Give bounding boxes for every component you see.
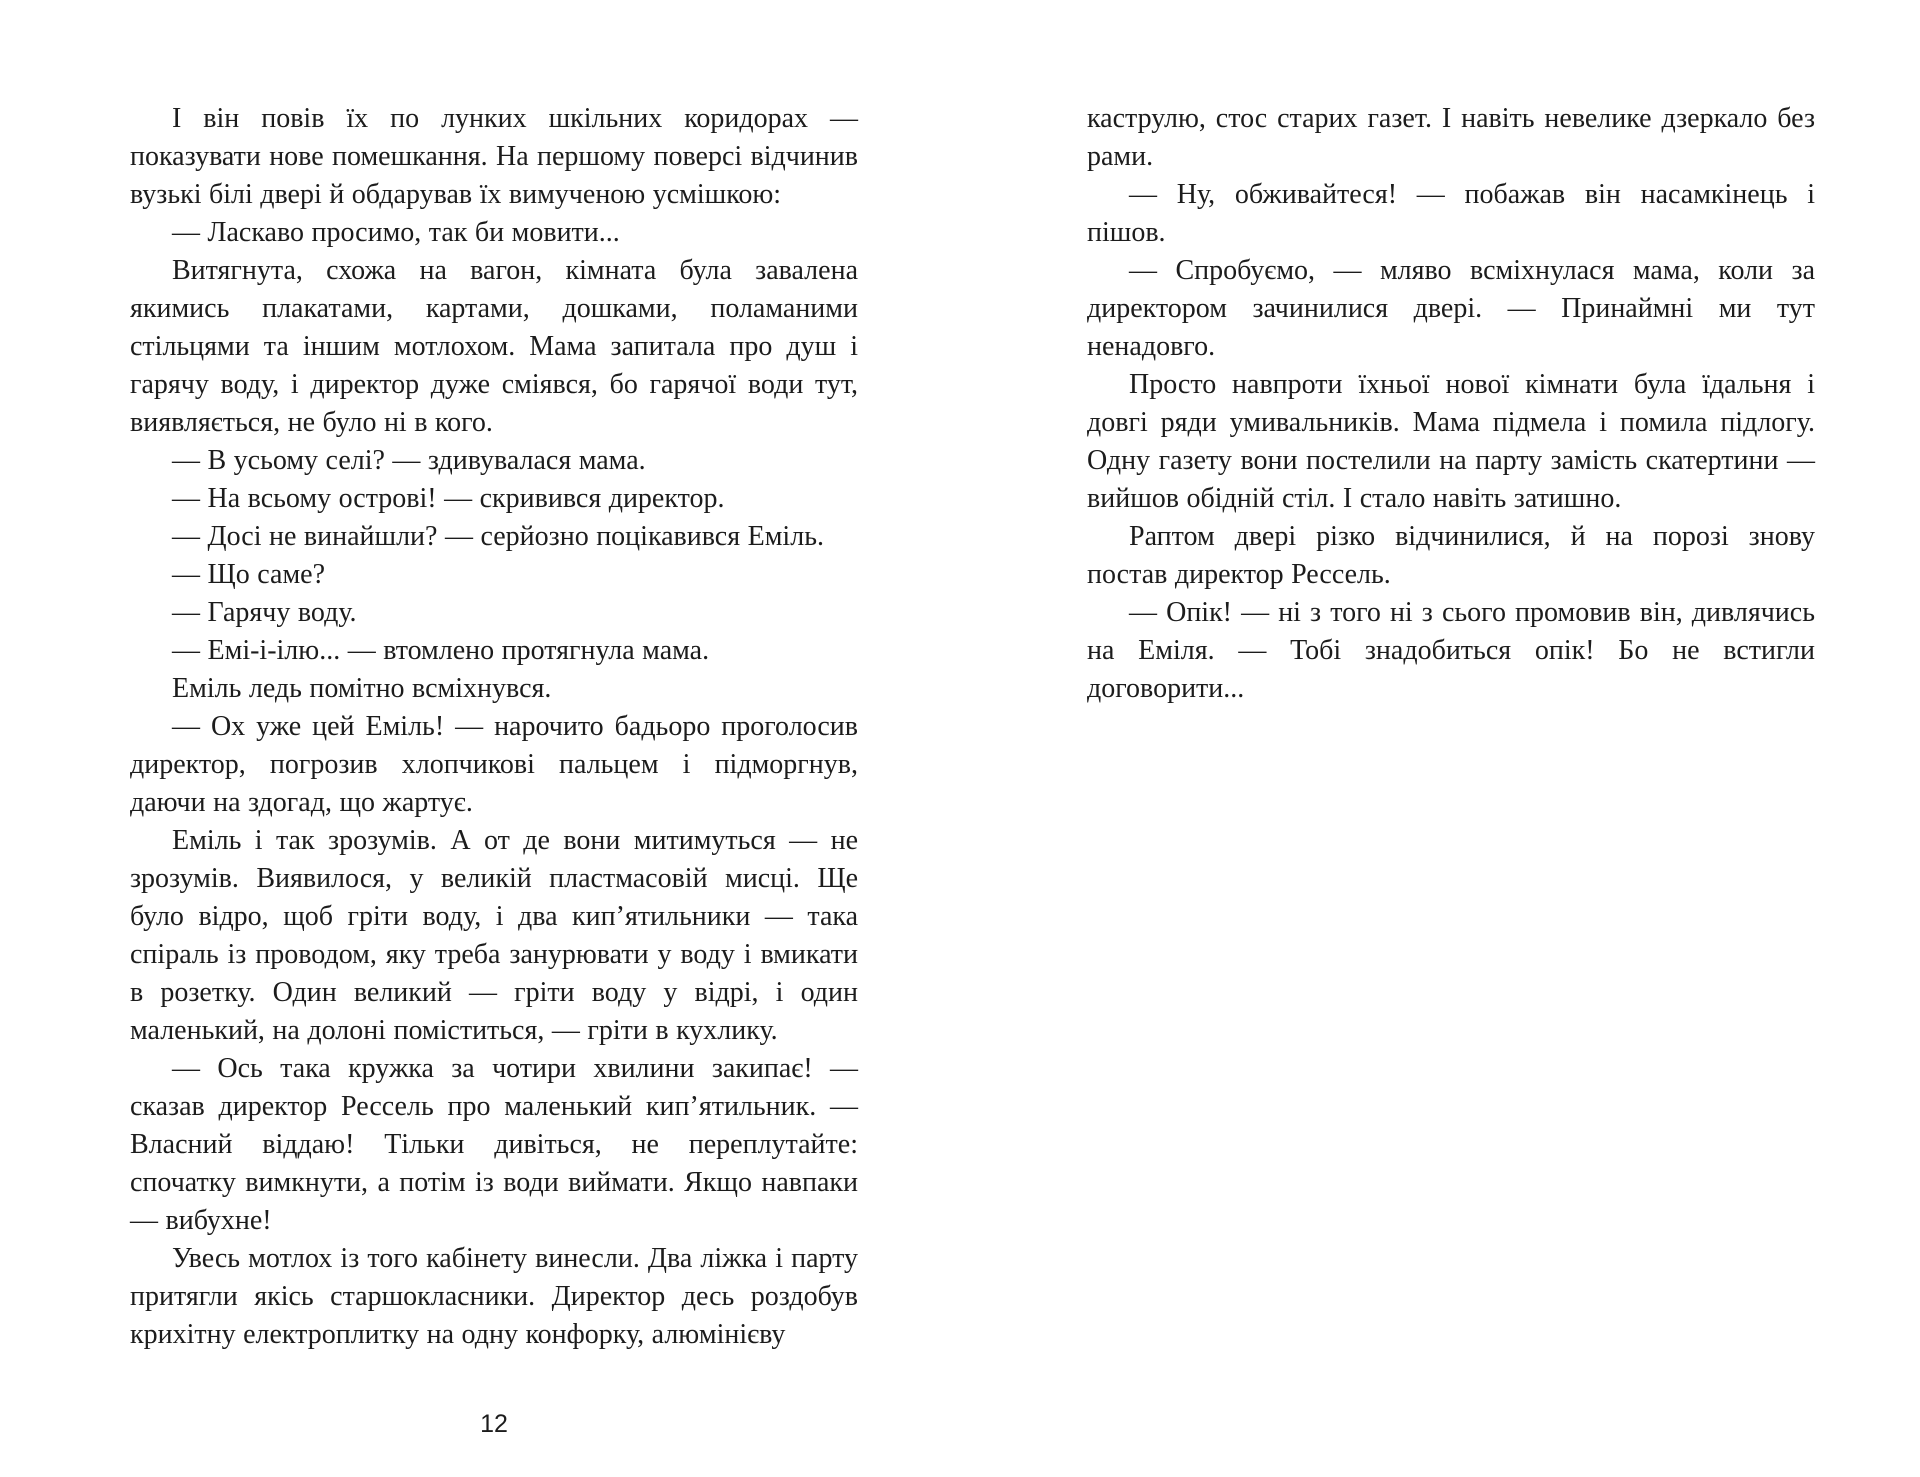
paragraph: — Ось така кружка за чотири хвилини закипає! — сказав директор Рессель про маленький кип’ятильник. — Власний віддаю! Тільки дивіться, не переплутайте: спочатку вимкнути, а потім із води виймати. Якщо навпаки — вибухне!: [130, 1053, 858, 1236]
paragraph: Витягнута, схожа на вагон, кімната була завалена якимись плакатами, картами, дошками, поламаними стільцями та іншим мотлохом. Мама запитала про душ і гарячу воду, і директор дуже сміявся, бо гарячої води тут, виявляється, не було ні в кого.: [130, 255, 858, 438]
right-text-column: [1087, 0, 1815, 708]
paragraph: каструлю, стос старих газет. І навіть невелике дзеркало без рами.: [1087, 103, 1815, 172]
paragraph: — Спробуємо, — мляво всміхнулася мама, коли за директором зачинилися двері. — Принаймні ми тут ненадовго.: [1087, 255, 1815, 362]
paragraph: — Опік! — ні з того ні з сього промовив він, дивлячись на Еміля. — Тобі знадобиться опік! Бо не встигли договорити...: [1087, 597, 1815, 704]
left-text-column: [130, 0, 858, 1354]
page-number: 12: [480, 1410, 508, 1438]
paragraph: І він повів їх по лунких шкільних коридорах — показувати нове помешкання. На першому поверсі відчинив вузькі білі двері й обдарував їх вимученою усмішкою:: [130, 103, 858, 210]
page-left: [130, 0, 858, 1477]
paragraph: — Що саме?: [172, 559, 326, 590]
paragraph: — Ну, обживайтеся! — побажав він насамкінець і пішов.: [1087, 179, 1815, 248]
paragraph: Увесь мотлох із того кабінету винесли. Два ліжка і парту притягли якісь старшокласники. Директор десь роздобув крихітну електроплитку на одну конфорку, алюмінієву: [130, 1243, 858, 1350]
paragraph: — На всьому острові! — скривився директор.: [172, 483, 725, 514]
page-right: [1087, 0, 1815, 1477]
paragraph: Просто навпроти їхньої нової кімнати була їдальня і довгі ряди умивальників. Мама підмела і помила підлогу. Одну газету вони постелили на парту замість скатертини — вийшов обідній стіл. І стало навіть затишно.: [1087, 369, 1815, 514]
paragraph: — Ох уже цей Еміль! — нарочито бадьоро проголосив директор, погрозив хлопчикові пальцем і підморгнув, даючи на здогад, що жартує.: [130, 711, 858, 818]
paragraph: — Ласкаво просимо, так би мовити...: [172, 217, 620, 248]
paragraph: Еміль ледь помітно всміхнувся.: [172, 673, 552, 704]
paragraph: — Емі-і-ілю... — втомлено протягнула мама.: [172, 635, 710, 666]
paragraph: Еміль і так зрозумів. А от де вони митимуться — не зрозумів. Виявилося, у великій пластмасовій мисці. Ще було відро, щоб гріти воду, і два кип’ятильники — така спіраль із проводом, яку треба занурювати у воду і вмикати в розетку. Один великий — гріти воду у відрі, і один маленький, на долоні поміститься, — гріти в кухлику.: [130, 825, 858, 1046]
paragraph: — В усьому селі? — здивувалася мама.: [172, 445, 646, 476]
paragraph: — Гарячу воду.: [172, 597, 357, 628]
paragraph: Раптом двері різко відчинилися, й на порозі знову постав директор Рессель.: [1087, 521, 1815, 590]
paragraph: — Досі не винайшли? — серйозно поцікавився Еміль.: [172, 521, 824, 552]
